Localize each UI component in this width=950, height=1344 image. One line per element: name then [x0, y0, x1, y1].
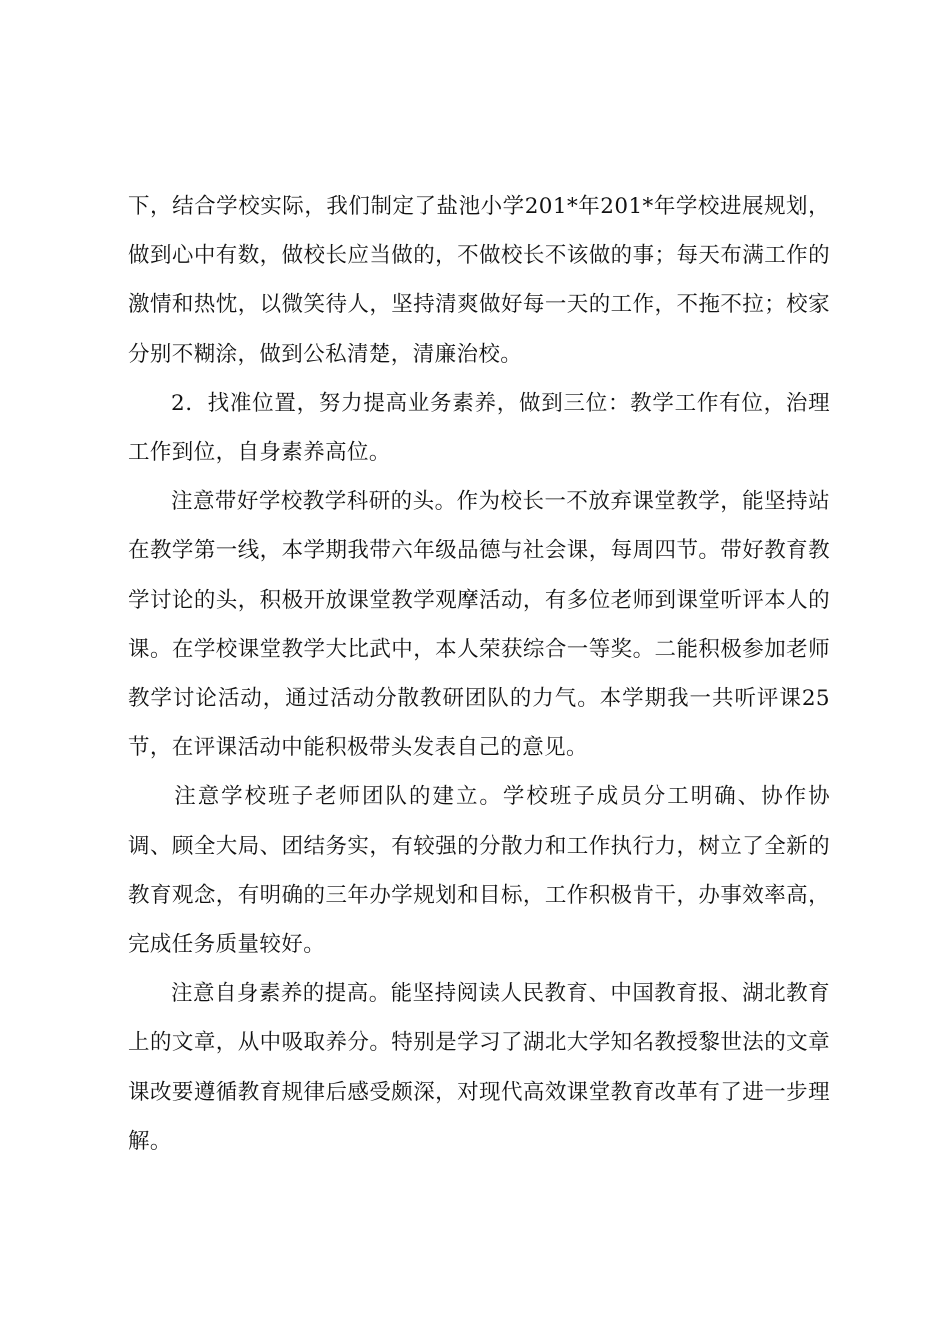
- paragraph-self-improvement: 注意自身素养的提高。能坚持阅读人民教育、中国教育报、湖北教育上的文章，从中吸取养分。特别是学习了湖北大学知名教授黎世法的文章课改要遵循教育规律后感受颇深，对现代高效课堂教育改革有了进一步理解。: [128, 981, 830, 1154]
- paragraph-planning: 下，结合学校实际，我们制定了盐池小学201*年201*年学校进展规划，做到心中有数，做校长应当做的，不做校长不该做的事；每天布满工作的激情和热忱，以微笑待人，坚持清爽做好每一天的工作，不拖不拉；校家分别不糊涂，做到公私清楚，清廉治校。: [128, 194, 830, 367]
- document-body: [128, 182, 830, 1166]
- paragraph-position: 2．找准位置，努力提高业务素养，做到三位：教学工作有位，治理工作到位，自身素养高位。: [128, 390, 830, 466]
- paragraph-team-building: 注意学校班子老师团队的建立。学校班子成员分工明确、协作协调、顾全大局、团结务实，有较强的分散力和工作执行力，树立了全新的教育观念，有明确的三年办学规划和目标，工作积极肯干，办事效率高，完成任务质量较好。: [128, 784, 830, 958]
- paragraph-teaching-research: 注意带好学校教学科研的头。作为校长一不放弃课堂教学，能坚持站在教学第一线，本学期我带六年级品德与社会课，每周四节。带好教育教学讨论的头，积极开放课堂教学观摩活动，有多位老师到课堂听评本人的课。在学校课堂教学大比武中，本人荣获综合一等奖。二能积极参加老师教学讨论活动，通过活动分散教研团队的力气。本学期我一共听评课25节，在评课活动中能积极带头发表自己的意见。: [128, 489, 830, 761]
